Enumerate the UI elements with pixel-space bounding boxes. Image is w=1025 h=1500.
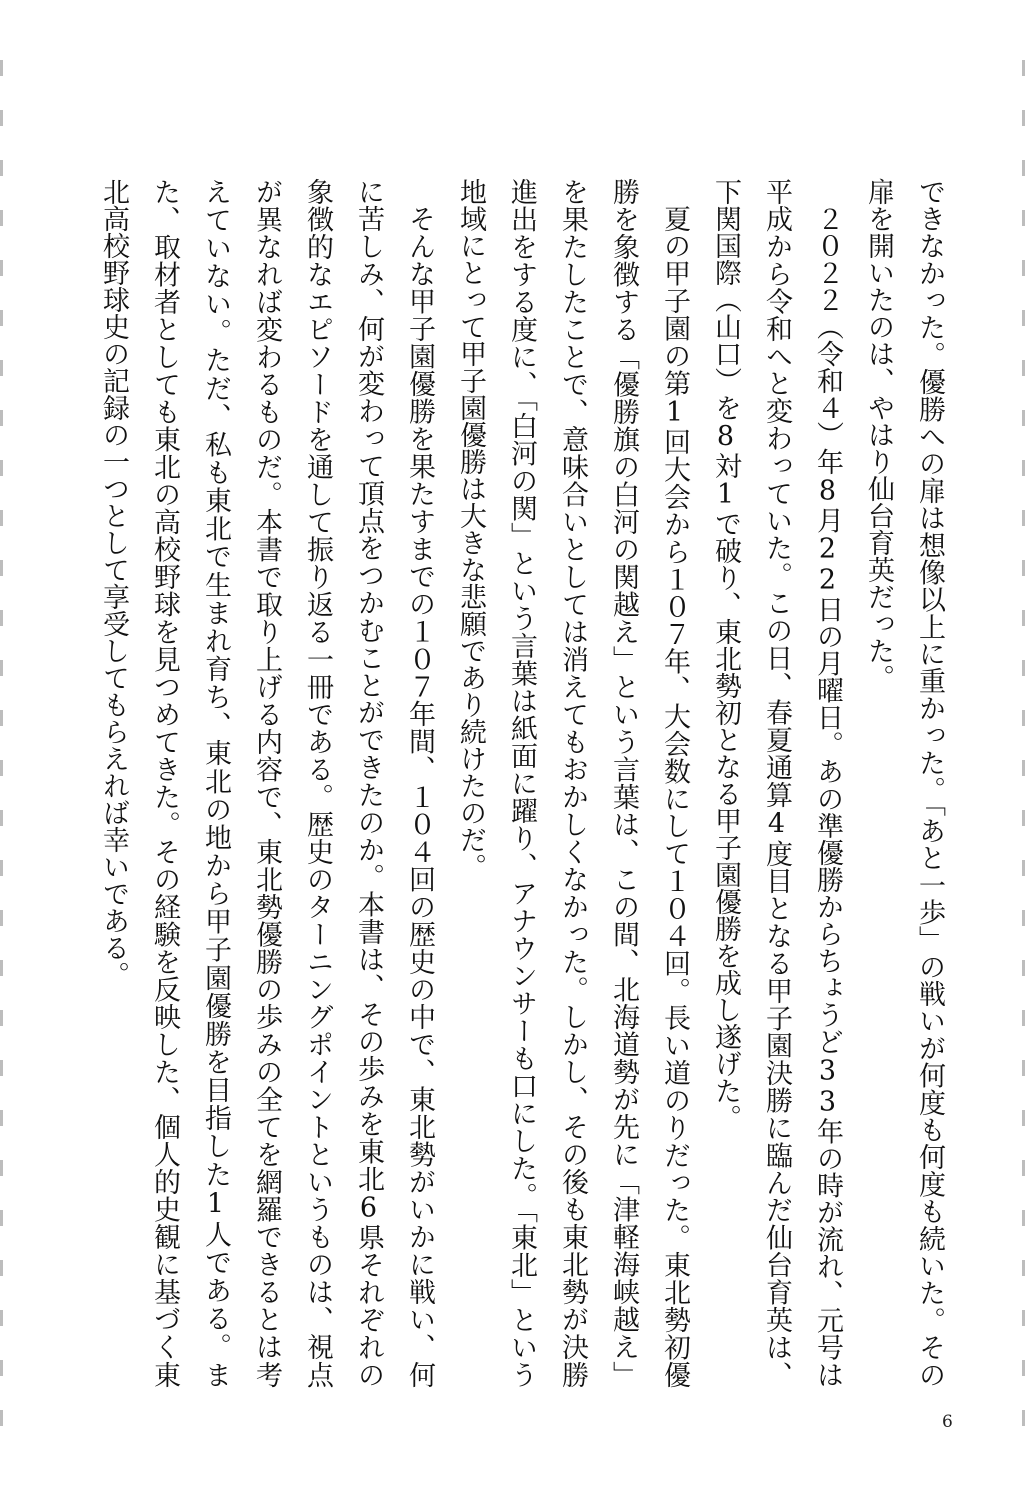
page-number: 6 xyxy=(942,1412,953,1432)
paragraph-4: そんな甲子園優勝を果たすまでの１０７年間、１０４回の歴史の中で、東北勢がいかに戦い、何に苦しみ、何が変わって頂点をつかむことができたのか。本書は、その歩みを東北6県それぞれの象徴的なエピソードを通して振り返る一冊である。歴史のターニングポイントというものは、視点が異なれば変わるものだ。本書で取り上げる内容で、東北勢優勝の歩みの全てを網羅できるとは考えていない。ただ、私も東北で生まれ育ち、東北の地から甲子園優勝を目指した1人である。また、取材者としても東北の高校野球を見つめてきた。その経験を反映した、個人的史観に基づく東北高校野球史の記録の一つとして享受してもらえれば幸いである。 xyxy=(98,178,435,1388)
paragraph-3: 夏の甲子園の第1回大会から１０７年、大会数にして１０４回。長い道のりだった。東北勢初優勝を象徴する「優勝旗の白河の関越え」という言葉は、この間、北海道勢が先に「津軽海峡越え」を果たしたことで、意味合いとしては消えてもおかしくなかった。しかし、その後も東北勢が決勝進出をする度に、「白河の関」という言葉は紙面に躍り、アナウンサーも口にした。「東北」という地域にとって甲子園優勝は大きな悲願であり続けたのだ。 xyxy=(455,178,690,1388)
left-edge-marks xyxy=(0,60,3,1440)
vertical-body-text xyxy=(75,178,955,1388)
paragraph-2: ２０２２（令和４）年8月22日の月曜日。あの準優勝からちょうど33年の時が流れ、元号は平成から令和へと変わっていた。この日、春夏通算4度目となる甲子園決勝に臨んだ仙台育英は、下関国際（山口）を8対1で破り、東北勢初となる甲子園優勝を成し遂げた。 xyxy=(710,178,843,1388)
paragraph-1: できなかった。優勝への扉は想像以上に重かった。「あと一歩」の戦いが何度も何度も続いた。その扉を開いたのは、やはり仙台育英だった。 xyxy=(863,178,945,1388)
